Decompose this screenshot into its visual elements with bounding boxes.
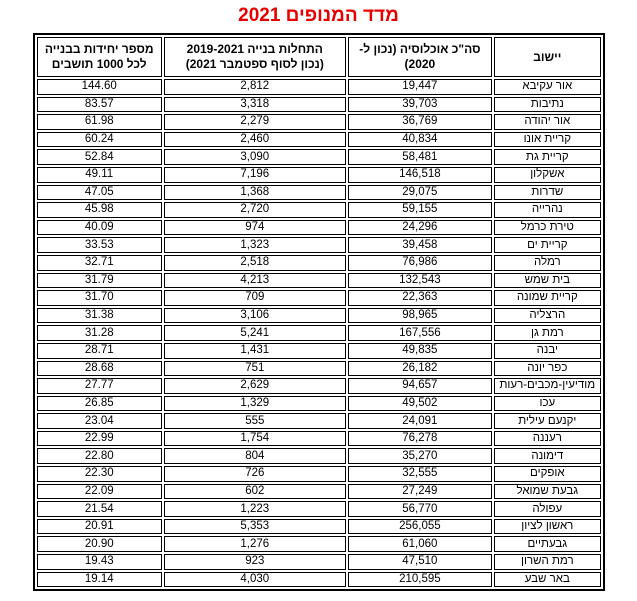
- cell-rate: 45.98: [37, 202, 162, 218]
- cell-settlement: טירת כרמל: [494, 220, 600, 236]
- cell-rate: 47.05: [37, 185, 162, 201]
- cell-settlement: רמת השרון: [494, 554, 600, 570]
- cell-population: 210,595: [348, 572, 493, 588]
- table-row: [37, 466, 601, 482]
- cell-population: 27,249: [348, 484, 493, 500]
- header-settlement: יישוב: [494, 37, 600, 77]
- table-body: [37, 79, 601, 587]
- table-row: [37, 484, 601, 500]
- cell-starts: 923: [164, 554, 346, 570]
- cell-rate: 20.91: [37, 519, 162, 535]
- cell-settlement: אור עקיבא: [494, 79, 600, 95]
- cell-rate: 31.38: [37, 308, 162, 324]
- cell-settlement: עכו: [494, 396, 600, 412]
- cell-settlement: נתיבות: [494, 97, 600, 113]
- table-row: [37, 237, 601, 253]
- cell-population: 56,770: [348, 501, 493, 517]
- cell-rate: 22.09: [37, 484, 162, 500]
- cell-population: 36,769: [348, 114, 493, 130]
- table-row: [37, 536, 601, 552]
- cell-starts: 2,279: [164, 114, 346, 130]
- table-row: [37, 202, 601, 218]
- cell-starts: 2,460: [164, 132, 346, 148]
- cell-rate: 26.85: [37, 396, 162, 412]
- table-row: [37, 431, 601, 447]
- cell-population: 35,270: [348, 448, 493, 464]
- cell-settlement: שדרות: [494, 185, 600, 201]
- page-title: מדד המנופים 2021: [238, 5, 399, 26]
- cell-rate: 144.60: [37, 79, 162, 95]
- table-row: [37, 572, 601, 588]
- cell-starts: 3,090: [164, 149, 346, 165]
- cell-settlement: רמלה: [494, 255, 600, 271]
- cell-population: 94,657: [348, 378, 493, 394]
- cell-settlement: בית שמש: [494, 273, 600, 289]
- cell-settlement: אופקים: [494, 466, 600, 482]
- cell-settlement: מודיעין-מכבים-רעות: [494, 378, 600, 394]
- cell-settlement: גבעתיים: [494, 536, 600, 552]
- cell-settlement: קריית ים: [494, 237, 600, 253]
- table-row: [37, 149, 601, 165]
- cell-settlement: גבעת שמואל: [494, 484, 600, 500]
- cell-starts: 2,518: [164, 255, 346, 271]
- cell-starts: 5,241: [164, 325, 346, 341]
- table-row: [37, 343, 601, 359]
- cell-starts: 602: [164, 484, 346, 500]
- cell-population: 22,363: [348, 290, 493, 306]
- cell-starts: 709: [164, 290, 346, 306]
- cell-population: 40,834: [348, 132, 493, 148]
- cell-starts: 1,276: [164, 536, 346, 552]
- cell-starts: 1,329: [164, 396, 346, 412]
- cell-population: 76,986: [348, 255, 493, 271]
- cell-starts: 3,318: [164, 97, 346, 113]
- cell-rate: 27.77: [37, 378, 162, 394]
- cell-rate: 52.84: [37, 149, 162, 165]
- table-row: [37, 501, 601, 517]
- cell-settlement: אור יהודה: [494, 114, 600, 130]
- cell-starts: 2,629: [164, 378, 346, 394]
- cell-settlement: כפר יונה: [494, 361, 600, 377]
- cell-population: 49,835: [348, 343, 493, 359]
- cell-rate: 31.70: [37, 290, 162, 306]
- cell-starts: 2,812: [164, 79, 346, 95]
- cell-population: 19,447: [348, 79, 493, 95]
- cell-settlement: אשקלון: [494, 167, 600, 183]
- table-row: [37, 79, 601, 95]
- cell-starts: 2,720: [164, 202, 346, 218]
- page: [0, 5, 637, 601]
- cell-settlement: רמת גן: [494, 325, 600, 341]
- cell-population: 132,543: [348, 273, 493, 289]
- header-row: [37, 37, 601, 77]
- table-row: [37, 554, 601, 570]
- cell-rate: 19.14: [37, 572, 162, 588]
- cell-starts: 3,106: [164, 308, 346, 324]
- cell-population: 98,965: [348, 308, 493, 324]
- table-row: [37, 114, 601, 130]
- cell-rate: 28.68: [37, 361, 162, 377]
- cell-rate: 40.09: [37, 220, 162, 236]
- cell-rate: 28.71: [37, 343, 162, 359]
- cell-settlement: קריית שמונה: [494, 290, 600, 306]
- cell-starts: 555: [164, 413, 346, 429]
- cell-settlement: עפולה: [494, 501, 600, 517]
- cell-population: 24,296: [348, 220, 493, 236]
- cranes-index-table: [33, 33, 605, 591]
- cell-rate: 32.71: [37, 255, 162, 271]
- cell-starts: 1,431: [164, 343, 346, 359]
- table-row: [37, 255, 601, 271]
- cell-settlement: יקנעם עילית: [494, 413, 600, 429]
- cell-rate: 22.80: [37, 448, 162, 464]
- cell-rate: 22.99: [37, 431, 162, 447]
- cell-population: 29,075: [348, 185, 493, 201]
- cell-starts: 1,323: [164, 237, 346, 253]
- cell-starts: 1,223: [164, 501, 346, 517]
- cell-settlement: ראשון לציון: [494, 519, 600, 535]
- cell-starts: 1,368: [164, 185, 346, 201]
- cell-population: 59,155: [348, 202, 493, 218]
- table-row: [37, 308, 601, 324]
- cell-rate: 33.53: [37, 237, 162, 253]
- table-row: [37, 413, 601, 429]
- table-row: [37, 290, 601, 306]
- table-row: [37, 396, 601, 412]
- cell-population: 24,091: [348, 413, 493, 429]
- cell-rate: 60.24: [37, 132, 162, 148]
- table-row: [37, 185, 601, 201]
- table-row: [37, 325, 601, 341]
- cell-starts: 4,030: [164, 572, 346, 588]
- cell-settlement: קריית גת: [494, 149, 600, 165]
- cell-population: 76,278: [348, 431, 493, 447]
- cell-starts: 1,754: [164, 431, 346, 447]
- cell-settlement: קריית אונו: [494, 132, 600, 148]
- table-row: [37, 448, 601, 464]
- cell-population: 39,458: [348, 237, 493, 253]
- cell-settlement: הרצליה: [494, 308, 600, 324]
- cell-population: 49,502: [348, 396, 493, 412]
- table-row: [37, 167, 601, 183]
- cell-settlement: באר שבע: [494, 572, 600, 588]
- cell-rate: 22.30: [37, 466, 162, 482]
- cell-starts: 5,353: [164, 519, 346, 535]
- cell-settlement: יבנה: [494, 343, 600, 359]
- header-population: סה"כ אוכלוסיה (נכון ל- 2020): [348, 37, 493, 77]
- cell-settlement: נהרייה: [494, 202, 600, 218]
- table-row: [37, 361, 601, 377]
- cell-rate: 23.04: [37, 413, 162, 429]
- cell-population: 47,510: [348, 554, 493, 570]
- cell-starts: 4,213: [164, 273, 346, 289]
- table-row: [37, 220, 601, 236]
- cell-rate: 21.54: [37, 501, 162, 517]
- cell-settlement: רעננה: [494, 431, 600, 447]
- cell-population: 61,060: [348, 536, 493, 552]
- cell-rate: 83.57: [37, 97, 162, 113]
- cell-population: 26,182: [348, 361, 493, 377]
- cell-population: 167,556: [348, 325, 493, 341]
- table-row: [37, 519, 601, 535]
- header-units-per-1000: מספר יחידות בבנייה לכל 1000 תושבים: [37, 37, 162, 77]
- cell-population: 146,518: [348, 167, 493, 183]
- cell-settlement: דימונה: [494, 448, 600, 464]
- table-row: [37, 378, 601, 394]
- cell-population: 58,481: [348, 149, 493, 165]
- cell-rate: 31.28: [37, 325, 162, 341]
- cell-starts: 726: [164, 466, 346, 482]
- cell-starts: 751: [164, 361, 346, 377]
- cell-starts: 804: [164, 448, 346, 464]
- table-row: [37, 97, 601, 113]
- cell-population: 256,055: [348, 519, 493, 535]
- table-row: [37, 273, 601, 289]
- header-construction-starts: התחלות בנייה 2019-2021 (נכון לסוף ספטמבר 2021): [164, 37, 346, 77]
- cell-population: 39,703: [348, 97, 493, 113]
- cell-rate: 61.98: [37, 114, 162, 130]
- table-row: [37, 132, 601, 148]
- cell-rate: 31.79: [37, 273, 162, 289]
- cell-rate: 19.43: [37, 554, 162, 570]
- cell-rate: 49.11: [37, 167, 162, 183]
- cell-rate: 20.90: [37, 536, 162, 552]
- cell-population: 32,555: [348, 466, 493, 482]
- cell-starts: 974: [164, 220, 346, 236]
- cell-starts: 7,196: [164, 167, 346, 183]
